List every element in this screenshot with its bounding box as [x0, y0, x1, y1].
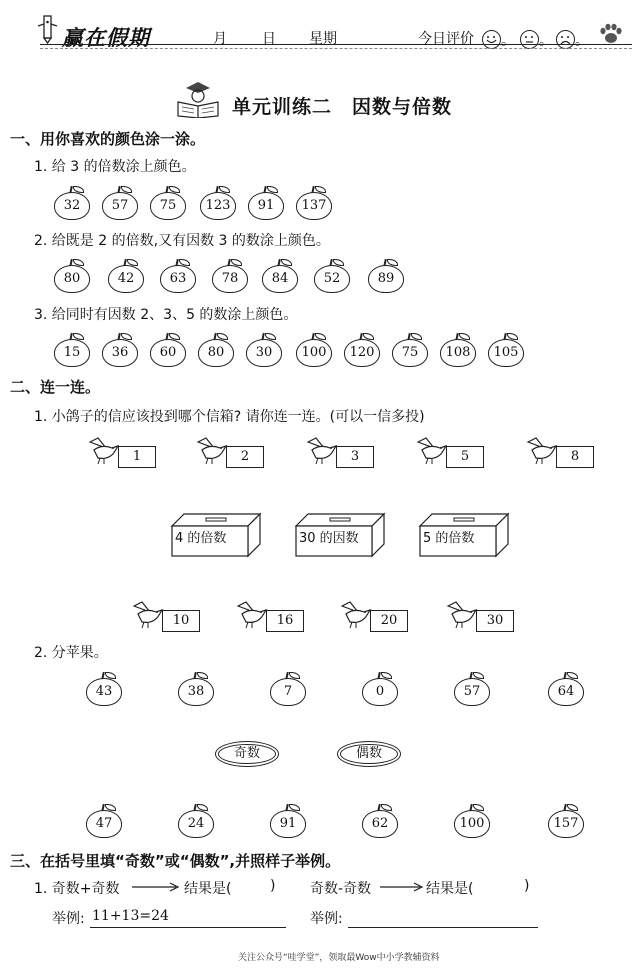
mailbox[interactable]: [418, 512, 510, 558]
apple-number: 63: [169, 271, 187, 286]
pigeon-icon: [88, 436, 122, 466]
apple-item[interactable]: [86, 672, 122, 706]
apple-number: 120: [349, 345, 375, 360]
s1-q2-text: 2. 给既是 2 的倍数,又有因数 3 的数涂上颜色。: [34, 233, 330, 249]
apple-number: 36: [111, 345, 129, 360]
section3-heading: 三、在括号里填“奇数”或“偶数”,并照样子举例。: [10, 852, 341, 870]
answer-blank-left[interactable]: [226, 876, 270, 894]
apple-number: 24: [187, 816, 205, 831]
apple-number: 47: [95, 816, 113, 831]
letter-card[interactable]: 2: [226, 446, 264, 468]
apple-number: 52: [323, 271, 341, 286]
apple-item[interactable]: [314, 259, 350, 293]
pigeon-icon: [236, 600, 270, 630]
footer-text: 关注公众号“哇学堂”，领取最Wow中小学教辅资料: [238, 953, 440, 963]
apple-number: 15: [63, 345, 81, 360]
answer-blank-right[interactable]: [470, 876, 522, 894]
rating-sep: 。: [501, 33, 515, 49]
apple-item[interactable]: [362, 804, 398, 838]
s3-q1-left-close: ): [270, 878, 276, 894]
apple-number: 32: [63, 198, 81, 213]
apple-number: 30: [255, 345, 273, 360]
apple-item[interactable]: [548, 804, 584, 838]
apple-number: 64: [557, 684, 575, 699]
letter-card[interactable]: 20: [370, 610, 408, 632]
happy-face-icon[interactable]: [482, 30, 501, 49]
letter-card[interactable]: 8: [556, 446, 594, 468]
s1-q1-text: 1. 给 3 的倍数涂上颜色。: [34, 159, 196, 175]
apple-number: 84: [271, 271, 289, 286]
rating-label: 今日评价: [418, 31, 474, 47]
logo-text: 赢在假期: [62, 26, 150, 50]
apple-item[interactable]: [362, 672, 398, 706]
rating-sep: 。: [575, 33, 589, 49]
apple-number: 91: [257, 198, 275, 213]
example-left: 11+13=24: [92, 908, 169, 924]
letter-card[interactable]: 1: [118, 446, 156, 468]
apple-item[interactable]: [102, 333, 138, 367]
apple-item[interactable]: [296, 186, 332, 220]
apple-number: 42: [117, 271, 135, 286]
mailbox-label: 30 的因数: [299, 531, 359, 546]
apple-item[interactable]: [548, 672, 584, 706]
apple-item[interactable]: [150, 186, 186, 220]
rating-sep: 。: [539, 33, 553, 49]
apple-item[interactable]: [248, 186, 284, 220]
apple-number: 57: [111, 198, 129, 213]
apple-item[interactable]: [86, 804, 122, 838]
arrow-icon: [132, 882, 182, 892]
apple-number: 80: [207, 345, 225, 360]
pigeon-icon: [526, 436, 560, 466]
pigeon-icon: [340, 600, 374, 630]
apple-number: 105: [493, 345, 519, 360]
arrow-icon: [380, 882, 430, 892]
apple-number: 43: [95, 684, 113, 699]
apple-item[interactable]: [262, 259, 298, 293]
apple-item[interactable]: [198, 333, 234, 367]
s3-q1-right: 奇数-奇数: [310, 881, 372, 897]
apple-number: 123: [205, 198, 231, 213]
apple-number: 7: [283, 684, 293, 699]
apple-item[interactable]: [454, 672, 490, 706]
pigeon-icon: [132, 600, 166, 630]
apple-item[interactable]: [392, 333, 428, 367]
apple-number: 100: [301, 345, 327, 360]
reading-child-icon: [174, 80, 222, 122]
apple-item[interactable]: [150, 333, 186, 367]
s2-q1-text: 1. 小鸽子的信应该投到哪个信箱? 请你连一连。(可以一信多投): [34, 409, 425, 425]
letter-card[interactable]: 16: [266, 610, 304, 632]
apple-number: 57: [463, 684, 481, 699]
apple-item[interactable]: [212, 259, 248, 293]
example-line-left[interactable]: [90, 927, 286, 928]
apple-item[interactable]: [270, 804, 306, 838]
example-label-left: 举例:: [52, 911, 85, 927]
s2-q2-text: 2. 分苹果。: [34, 645, 108, 661]
apple-number: 0: [375, 684, 385, 699]
apple-item[interactable]: [102, 186, 138, 220]
header-rule: [40, 44, 632, 45]
month-label: 月: [213, 31, 227, 47]
apple-number: 38: [187, 684, 205, 699]
letter-card[interactable]: 5: [446, 446, 484, 468]
weekday-label: 星期: [309, 31, 337, 47]
example-line-right[interactable]: [348, 927, 538, 928]
basket-even[interactable]: 偶数: [340, 744, 398, 764]
mailbox-label: 4 的倍数: [175, 531, 227, 546]
mailbox-label: 5 的倍数: [423, 531, 475, 546]
day-label: 日: [262, 31, 276, 47]
apple-number: 75: [401, 345, 419, 360]
header-dashed-rule: [40, 48, 632, 49]
apple-item[interactable]: [200, 186, 236, 220]
apple-number: 108: [445, 345, 471, 360]
s1-q3-text: 3. 给同时有因数 2、3、5 的数涂上颜色。: [34, 307, 298, 323]
s3-q1-right-result: 结果是(: [426, 881, 474, 897]
sad-face-icon[interactable]: [556, 30, 575, 49]
pigeon-icon: [416, 436, 450, 466]
apple-item[interactable]: [488, 333, 524, 367]
page-title: 单元训练二 因数与倍数: [232, 96, 453, 118]
apple-number: 62: [371, 816, 389, 831]
pigeon-icon: [196, 436, 230, 466]
paw-icon: [598, 22, 624, 50]
basket-odd[interactable]: 奇数: [218, 744, 276, 764]
example-label-right: 举例:: [310, 911, 343, 927]
apple-number: 60: [159, 345, 177, 360]
neutral-face-icon[interactable]: [520, 30, 539, 49]
apple-item[interactable]: [454, 804, 490, 838]
s3-q1-right-close: ): [524, 878, 530, 894]
apple-item[interactable]: [54, 186, 90, 220]
letter-card[interactable]: 10: [162, 610, 200, 632]
apple-number: 78: [221, 271, 239, 286]
apple-item[interactable]: [246, 333, 282, 367]
section1-heading: 一、用你喜欢的颜色涂一涂。: [10, 130, 206, 148]
apple-number: 80: [63, 271, 81, 286]
s3-q1-left-result: 结果是(: [184, 881, 232, 897]
apple-item[interactable]: [270, 672, 306, 706]
apple-item[interactable]: [368, 259, 404, 293]
pigeon-icon: [306, 436, 340, 466]
apple-item[interactable]: [160, 259, 196, 293]
s3-q1-left: 1. 奇数+奇数: [34, 881, 120, 897]
apple-number: 91: [279, 816, 297, 831]
letter-card[interactable]: 30: [476, 610, 514, 632]
apple-item[interactable]: [54, 259, 90, 293]
apple-item[interactable]: [54, 333, 90, 367]
mailbox[interactable]: [294, 512, 386, 558]
apple-item[interactable]: [108, 259, 144, 293]
apple-item[interactable]: [178, 804, 214, 838]
apple-item[interactable]: [178, 672, 214, 706]
letter-card[interactable]: 3: [336, 446, 374, 468]
section2-heading: 二、连一连。: [10, 378, 101, 396]
apple-item[interactable]: [296, 333, 332, 367]
apple-number: 75: [159, 198, 177, 213]
apple-number: 89: [377, 271, 395, 286]
mascot-icon: [36, 14, 60, 44]
apple-number: 137: [301, 198, 327, 213]
apple-item[interactable]: [440, 333, 476, 367]
apple-number: 157: [553, 816, 579, 831]
pigeon-icon: [446, 600, 480, 630]
mailbox[interactable]: [170, 512, 262, 558]
apple-number: 100: [459, 816, 485, 831]
apple-item[interactable]: [344, 333, 380, 367]
